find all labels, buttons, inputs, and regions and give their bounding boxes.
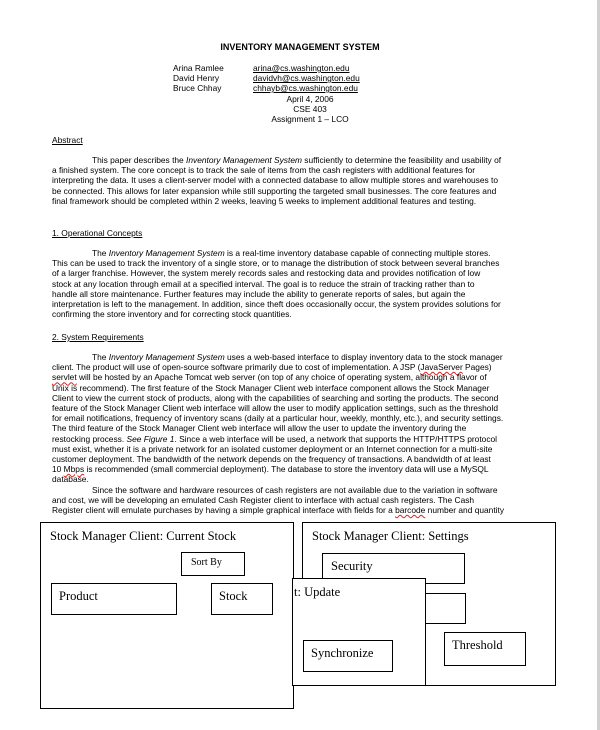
section-2-heading: 2. System Requirements (52, 332, 144, 342)
document-title: INVENTORY MANAGEMENT SYSTEM (220, 42, 380, 52)
assignment: Assignment 1 – LCO (271, 114, 349, 124)
author-email[interactable]: chhayb@cs.washington.edu (253, 83, 358, 93)
threshold-button[interactable] (444, 632, 526, 666)
author-email[interactable]: davidvh@cs.washington.edu (253, 73, 360, 83)
abstract-paragraph: This paper describes the Inventory Management System sufficiently to determine the feasibility and usability of a finished system. The core concept is to track the sale of items from the cash registers with additional features for interpreting the data. It uses a client-server model with a connected database to allow multiple stores and warehouses to be connected. This allows for later expansion while still supporting the targeted small businesses. The core features and final framework should be completed within 2 weeks, leaving 5 weeks to implement additional features and testing. (52, 155, 502, 206)
synchronize-label: Synchronize (311, 646, 374, 660)
stock-label: Stock (219, 589, 248, 603)
stock-column-header[interactable] (211, 583, 273, 615)
security-label: Security (331, 559, 373, 573)
section-1-paragraph: The Inventory Management System is a real-time inventory database capable of connecting multiple stores. This can be used to track the inventory of a single store, or to manage the distribution of stock between several branches of a larger franchise. However, the system merely records sales and restocking data and provides notification of low stock at any location through email at a specified interval. The goal is to reduce the strain of tracking rather than to handle all store maintenance. Further features may include the ability to generate reports of sales, but again the interpretation is left to the management. In addition, since theft does occasionally occur, the system provides solutions for confirming the store inventory and for correcting stock quantities. (52, 248, 501, 320)
settings-title: Stock Manager Client: Settings (312, 529, 469, 543)
date: April 4, 2006 (286, 94, 334, 104)
product-column-header[interactable] (51, 583, 177, 615)
author-name: Arina Ramlee (173, 63, 224, 73)
product-label: Product (59, 589, 98, 603)
synchronize-button[interactable] (303, 640, 393, 672)
current-stock-window (40, 522, 294, 709)
section-2-paragraph: The Inventory Management System uses a web-based interface to display inventory data to the stock manager client. The product will use of open-source software primarily due to cost of implementation. A JSP (JavaServer Pages) servlet will be hosted by an Apache Tomcat web server (on top of any choice of operating system, although a flavor of Unix is recommend). The first feature of the Stock Manager Client web interface component allows the Stock Manager Client to view the current stock of products, along with the capabilities of searching and sorting the products. The second feature of the Stock Manager Client web interface will allow the user to modify application settings, such as the threshold for email notifications, frequency of inventory scans (daily at a particular hour, weekly, monthly, etc.), and security settings. The third feature of the Stock Manager Client web interface will allow the user to update the inventory during the restocking process. See Figure 1. Since a web interface will be used, a network that supports the HTTP/HTTPS protocol must exist, whether it is a private network for an isolated customer deployment or an Internet connection for a multi-site customer deployment. The bandwidth of the network depends on the frequency of transactions. A bandwidth of at least 10 Mbps is recommended (small commercial deployment). The database to store the inventory data will use a MySQL database. Since the software and hardware resources of cash registers are not available due to the variation in software and cost, we will be developing an emulated Cash Register client to interface with actual cash registers. The Cash Register client will emulate purchases by having a simple graphical interface with fields for a barcode number and quantity (52, 352, 505, 516)
abstract-heading: Abstract (52, 135, 83, 145)
sort-by-label: Sort By (191, 557, 222, 568)
author-email[interactable]: arina@cs.washington.edu (253, 63, 350, 73)
threshold-label: Threshold (452, 638, 503, 652)
sort-by-button[interactable] (181, 552, 245, 576)
author-name: Bruce Chhay (173, 83, 222, 93)
course: CSE 403 (293, 104, 327, 114)
current-stock-title: Stock Manager Client: Current Stock (50, 529, 237, 543)
update-title: t: Update (294, 585, 341, 599)
author-name: David Henry (173, 73, 220, 83)
section-1-heading: 1. Operational Concepts (52, 228, 143, 238)
